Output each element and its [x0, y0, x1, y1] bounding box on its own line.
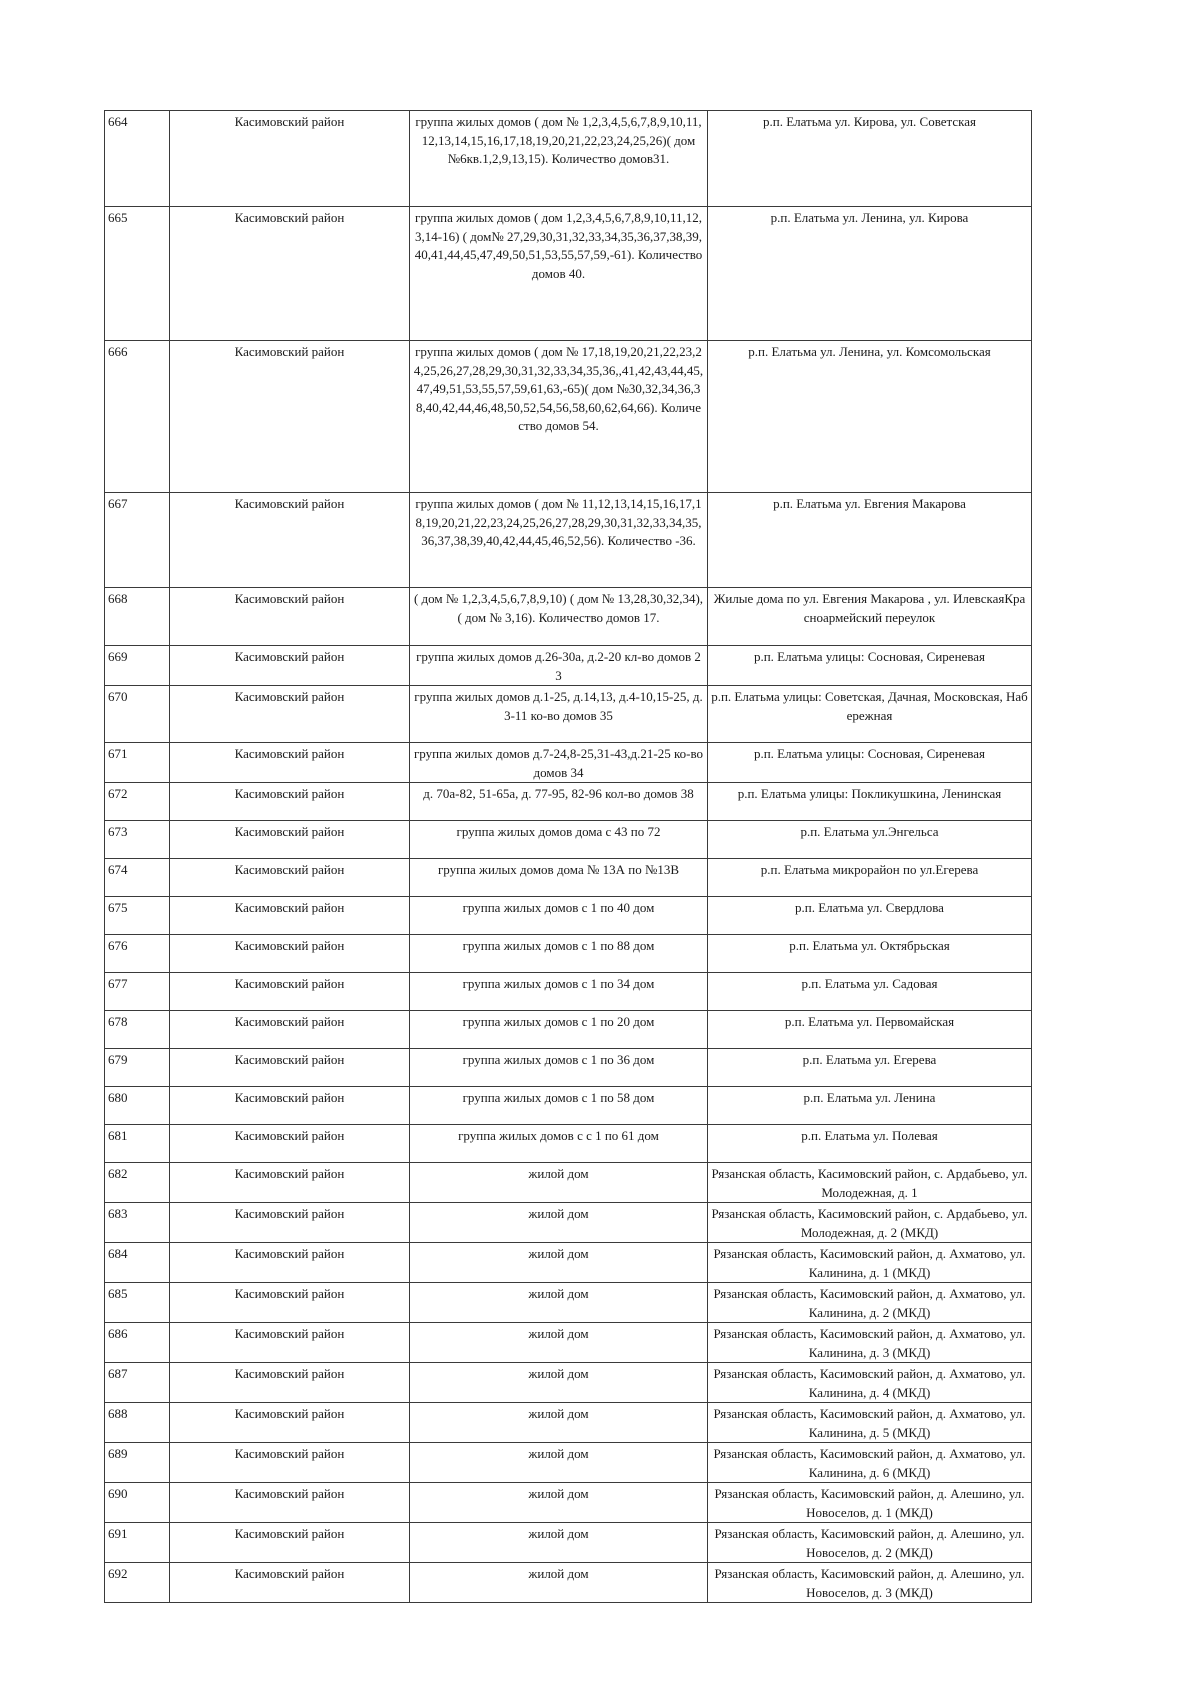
table-row — [105, 1403, 1032, 1443]
row-number-cell: 675 — [105, 897, 170, 935]
row-number-cell: 682 — [105, 1163, 170, 1203]
district-cell: Касимовский район — [170, 1203, 410, 1243]
district-cell: Касимовский район — [170, 1443, 410, 1483]
table-row — [105, 1563, 1032, 1603]
row-number-cell: 672 — [105, 783, 170, 821]
district-cell: Касимовский район — [170, 935, 410, 973]
object-description-cell: группа жилых домов дома с 43 по 72 — [410, 821, 708, 859]
address-cell: р.п. Елатьма ул. Садовая — [708, 973, 1032, 1011]
table-row — [105, 1283, 1032, 1323]
address-cell: Рязанская область, Касимовский район, д. Алешино, ул. Новоселов, д. 2 (МКД) — [708, 1523, 1032, 1563]
object-description-cell: жилой дом — [410, 1563, 708, 1603]
district-cell: Касимовский район — [170, 1323, 410, 1363]
object-description-cell: группа жилых домов ( дом № 1,2,3,4,5,6,7,8,9,10,11,12,13,14,15,16,17,18,19,20,21,22,23,24,25,26)( дом №6кв.1,2,9,13,15). Количество домов31. — [410, 111, 708, 207]
object-description-cell: группа жилых домов ( дом № 11,12,13,14,15,16,17,18,19,20,21,22,23,24,25,26,27,28,29,30,31,32,33,34,35,36,37,38,39,40,42,44,45,46,52,56). Количество -36. — [410, 493, 708, 588]
address-cell: р.п. Елатьма улицы: Сосновая, Сиреневая — [708, 646, 1032, 686]
address-cell: р.п. Елатьма микрорайон по ул.Егерева — [708, 859, 1032, 897]
table-row — [105, 935, 1032, 973]
address-cell: р.п. Елатьма улицы: Сосновая, Сиреневая — [708, 743, 1032, 783]
table-row — [105, 111, 1032, 207]
row-number-cell: 680 — [105, 1087, 170, 1125]
district-cell: Касимовский район — [170, 207, 410, 341]
row-number-cell: 689 — [105, 1443, 170, 1483]
district-cell: Касимовский район — [170, 821, 410, 859]
address-cell: р.п. Елатьма ул. Евгения Макарова — [708, 493, 1032, 588]
address-cell: Рязанская область, Касимовский район, д. Ахматово, ул. Калинина, д. 6 (МКД) — [708, 1443, 1032, 1483]
table-row — [105, 1243, 1032, 1283]
object-description-cell: группа жилых домов д.26-30а, д.2-20 кл-во домов 23 — [410, 646, 708, 686]
row-number-cell: 674 — [105, 859, 170, 897]
table-row — [105, 588, 1032, 646]
row-number-cell: 673 — [105, 821, 170, 859]
row-number-cell: 668 — [105, 588, 170, 646]
row-number-cell: 670 — [105, 686, 170, 743]
table-row — [105, 1049, 1032, 1087]
district-cell: Касимовский район — [170, 493, 410, 588]
table-row — [105, 341, 1032, 493]
address-cell: р.п. Елатьма ул.Энгельса — [708, 821, 1032, 859]
district-cell: Касимовский район — [170, 743, 410, 783]
row-number-cell: 671 — [105, 743, 170, 783]
row-number-cell: 677 — [105, 973, 170, 1011]
address-cell: р.п. Елатьма улицы: Советская, Дачная, Московская, Набережная — [708, 686, 1032, 743]
object-description-cell: группа жилых домов с 1 по 88 дом — [410, 935, 708, 973]
address-cell: р.п. Елатьма ул. Свердлова — [708, 897, 1032, 935]
district-cell: Касимовский район — [170, 646, 410, 686]
row-number-cell: 688 — [105, 1403, 170, 1443]
row-number-cell: 692 — [105, 1563, 170, 1603]
object-description-cell: жилой дом — [410, 1283, 708, 1323]
object-description-cell: группа жилых домов ( дом № 17,18,19,20,21,22,23,24,25,26,27,28,29,30,31,32,33,34,35,36,,41,42,43,44,45,47,49,51,53,55,57,59,61,63,-65)( дом №30,32,34,36,38,40,42,44,46,48,50,52,54,56,58,60,62,64,66). Количество домов 54. — [410, 341, 708, 493]
address-cell: р.п. Елатьма ул. Егерева — [708, 1049, 1032, 1087]
table-row — [105, 1087, 1032, 1125]
object-description-cell: группа жилых домов с 1 по 58 дом — [410, 1087, 708, 1125]
row-number-cell: 691 — [105, 1523, 170, 1563]
district-cell: Касимовский район — [170, 1163, 410, 1203]
address-cell: Жилые дома по ул. Евгения Макарова , ул. ИлевскаяКрасноармейский переулок — [708, 588, 1032, 646]
object-description-cell: жилой дом — [410, 1323, 708, 1363]
table-row — [105, 1443, 1032, 1483]
table-row — [105, 973, 1032, 1011]
table-row — [105, 1523, 1032, 1563]
table-row — [105, 1363, 1032, 1403]
object-description-cell: группа жилых домов с 1 по 20 дом — [410, 1011, 708, 1049]
district-cell: Касимовский район — [170, 341, 410, 493]
object-description-cell: группа жилых домов с 1 по 34 дом — [410, 973, 708, 1011]
district-cell: Касимовский район — [170, 1283, 410, 1323]
object-description-cell: жилой дом — [410, 1163, 708, 1203]
district-cell: Касимовский район — [170, 1087, 410, 1125]
table-row — [105, 1203, 1032, 1243]
row-number-cell: 666 — [105, 341, 170, 493]
table-row — [105, 1011, 1032, 1049]
address-cell: р.п. Елатьма ул. Ленина — [708, 1087, 1032, 1125]
object-description-cell: жилой дом — [410, 1483, 708, 1523]
row-number-cell: 665 — [105, 207, 170, 341]
district-cell: Касимовский район — [170, 897, 410, 935]
row-number-cell: 684 — [105, 1243, 170, 1283]
table-row — [105, 646, 1032, 686]
address-cell: Рязанская область, Касимовский район, д. Ахматово, ул. Калинина, д. 2 (МКД) — [708, 1283, 1032, 1323]
table-row — [105, 1125, 1032, 1163]
table-row — [105, 1483, 1032, 1523]
table-row — [105, 821, 1032, 859]
row-number-cell: 690 — [105, 1483, 170, 1523]
address-cell: Рязанская область, Касимовский район, д. Ахматово, ул. Калинина, д. 1 (МКД) — [708, 1243, 1032, 1283]
table-row — [105, 207, 1032, 341]
object-description-cell: жилой дом — [410, 1443, 708, 1483]
object-description-cell: ( дом № 1,2,3,4,5,6,7,8,9,10) ( дом № 13,28,30,32,34),( дом № 3,16). Количество домов 17. — [410, 588, 708, 646]
object-description-cell: д. 70а-82, 51-65а, д. 77-95, 82-96 кол-во домов 38 — [410, 783, 708, 821]
address-cell: р.п. Елатьма ул. Первомайская — [708, 1011, 1032, 1049]
address-cell: р.п. Елатьма улицы: Покликушкина, Ленинская — [708, 783, 1032, 821]
district-cell: Касимовский район — [170, 1049, 410, 1087]
table-row — [105, 743, 1032, 783]
table-row — [105, 783, 1032, 821]
district-cell: Касимовский район — [170, 859, 410, 897]
district-cell: Касимовский район — [170, 1125, 410, 1163]
object-description-cell: группа жилых домов с 1 по 36 дом — [410, 1049, 708, 1087]
row-number-cell: 678 — [105, 1011, 170, 1049]
table-row — [105, 1163, 1032, 1203]
address-cell: р.п. Елатьма ул. Ленина, ул. Кирова — [708, 207, 1032, 341]
address-cell: р.п. Елатьма ул. Полевая — [708, 1125, 1032, 1163]
district-cell: Касимовский район — [170, 973, 410, 1011]
district-cell: Касимовский район — [170, 111, 410, 207]
district-cell: Касимовский район — [170, 1523, 410, 1563]
district-cell: Касимовский район — [170, 686, 410, 743]
object-description-cell: жилой дом — [410, 1203, 708, 1243]
table-row — [105, 859, 1032, 897]
address-cell: р.п. Елатьма ул. Ленина, ул. Комсомольская — [708, 341, 1032, 493]
object-description-cell: группа жилых домов д.7-24,8-25,31-43,д.21-25 ко-во домов 34 — [410, 743, 708, 783]
table-row — [105, 1323, 1032, 1363]
table-row — [105, 493, 1032, 588]
object-description-cell: жилой дом — [410, 1363, 708, 1403]
row-number-cell: 685 — [105, 1283, 170, 1323]
address-cell: р.п. Елатьма ул. Кирова, ул. Советская — [708, 111, 1032, 207]
address-cell: Рязанская область, Касимовский район, д. Алешино, ул. Новоселов, д. 1 (МКД) — [708, 1483, 1032, 1523]
address-cell: Рязанская область, Касимовский район, д. Ахматово, ул. Калинина, д. 4 (МКД) — [708, 1363, 1032, 1403]
row-number-cell: 667 — [105, 493, 170, 588]
housing-registry-table — [104, 110, 1032, 1603]
address-cell: Рязанская область, Касимовский район, д. Ахматово, ул. Калинина, д. 3 (МКД) — [708, 1323, 1032, 1363]
address-cell: р.п. Елатьма ул. Октябрьская — [708, 935, 1032, 973]
row-number-cell: 679 — [105, 1049, 170, 1087]
address-cell: Рязанская область, Касимовский район, с. Ардабьево, ул. Молодежная, д. 2 (МКД) — [708, 1203, 1032, 1243]
district-cell: Касимовский район — [170, 1403, 410, 1443]
table-row — [105, 897, 1032, 935]
district-cell: Касимовский район — [170, 588, 410, 646]
row-number-cell: 664 — [105, 111, 170, 207]
row-number-cell: 683 — [105, 1203, 170, 1243]
object-description-cell: жилой дом — [410, 1523, 708, 1563]
object-description-cell: группа жилых домов ( дом 1,2,3,4,5,6,7,8,9,10,11,12,3,14-16) ( дом№ 27,29,30,31,32,33,34,35,36,37,38,39,40,41,44,45,47,49,50,51,53,55,57,59,-61). Количество домов 40. — [410, 207, 708, 341]
district-cell: Касимовский район — [170, 1243, 410, 1283]
district-cell: Касимовский район — [170, 1011, 410, 1049]
table-body — [105, 111, 1032, 1603]
row-number-cell: 686 — [105, 1323, 170, 1363]
object-description-cell: жилой дом — [410, 1403, 708, 1443]
district-cell: Касимовский район — [170, 783, 410, 821]
district-cell: Касимовский район — [170, 1363, 410, 1403]
object-description-cell: группа жилых домов с 1 по 40 дом — [410, 897, 708, 935]
address-cell: Рязанская область, Касимовский район, с. Ардабьево, ул. Молодежная, д. 1 — [708, 1163, 1032, 1203]
object-description-cell: группа жилых домов дома № 13А по №13В — [410, 859, 708, 897]
object-description-cell: группа жилых домов с с 1 по 61 дом — [410, 1125, 708, 1163]
row-number-cell: 669 — [105, 646, 170, 686]
district-cell: Касимовский район — [170, 1483, 410, 1523]
district-cell: Касимовский район — [170, 1563, 410, 1603]
table-row — [105, 686, 1032, 743]
address-cell: Рязанская область, Касимовский район, д. Ахматово, ул. Калинина, д. 5 (МКД) — [708, 1403, 1032, 1443]
object-description-cell: группа жилых домов д.1-25, д.14,13, д.4-10,15-25, д.3-11 ко-во домов 35 — [410, 686, 708, 743]
row-number-cell: 687 — [105, 1363, 170, 1403]
address-cell: Рязанская область, Касимовский район, д. Алешино, ул. Новоселов, д. 3 (МКД) — [708, 1563, 1032, 1603]
row-number-cell: 676 — [105, 935, 170, 973]
row-number-cell: 681 — [105, 1125, 170, 1163]
object-description-cell: жилой дом — [410, 1243, 708, 1283]
